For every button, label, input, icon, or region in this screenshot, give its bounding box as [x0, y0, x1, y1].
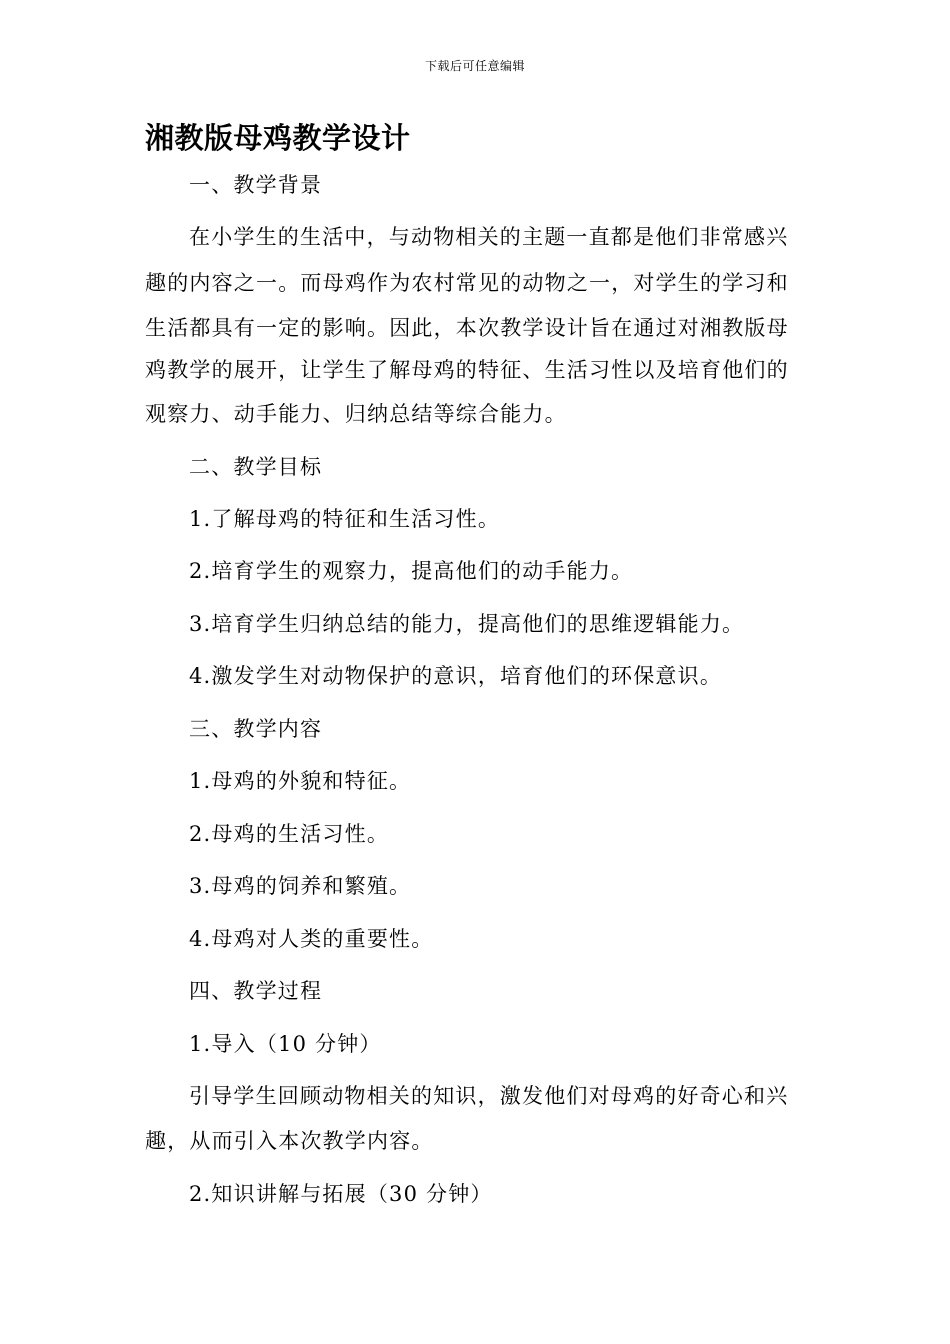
- document-title: 湘教版母鸡教学设计: [145, 121, 411, 155]
- list-item: 4.激发学生对动物保护的意识，培育他们的环保意识。: [189, 664, 723, 688]
- section-heading-process: 四、教学过程: [189, 979, 323, 1003]
- paragraph-line: 观察力、动手能力、归纳总结等综合能力。: [145, 402, 567, 426]
- paragraph-line: 趣的内容之一。而母鸡作为农村常见的动物之一，对学生的学习和: [145, 271, 789, 295]
- paragraph-line: 引导学生回顾动物相关的知识，激发他们对母鸡的好奇心和兴: [189, 1084, 789, 1108]
- list-item: 1.了解母鸡的特征和生活习性。: [189, 507, 501, 531]
- list-item: 1.导入（10 分钟）: [189, 1032, 382, 1056]
- paragraph-line: 趣，从而引入本次教学内容。: [145, 1129, 434, 1153]
- list-item: 2.母鸡的生活习性。: [189, 822, 390, 846]
- list-item: 2.知识讲解与拓展（30 分钟）: [189, 1182, 493, 1206]
- list-item: 1.母鸡的外貌和特征。: [189, 769, 412, 793]
- paragraph-line: 生活都具有一定的影响。因此，本次教学设计旨在通过对湘教版母: [145, 316, 789, 340]
- header-note: 下载后可任意编辑: [424, 59, 525, 73]
- paragraph-line: 鸡教学的展开，让学生了解母鸡的特征、生活习性以及培育他们的: [145, 358, 789, 382]
- section-heading-background: 一、教学背景: [189, 173, 323, 197]
- section-heading-content: 三、教学内容: [189, 717, 323, 741]
- list-item: 2.培育学生的观察力，提高他们的动手能力。: [189, 559, 634, 583]
- section-heading-goals: 二、教学目标: [189, 455, 323, 479]
- paragraph-line: 在小学生的生活中，与动物相关的主题一直都是他们非常感兴: [189, 225, 789, 249]
- list-item: 4.母鸡对人类的重要性。: [189, 927, 434, 951]
- list-item: 3.母鸡的饲养和繁殖。: [189, 874, 412, 898]
- list-item: 3.培育学生归纳总结的能力，提高他们的思维逻辑能力。: [189, 612, 745, 636]
